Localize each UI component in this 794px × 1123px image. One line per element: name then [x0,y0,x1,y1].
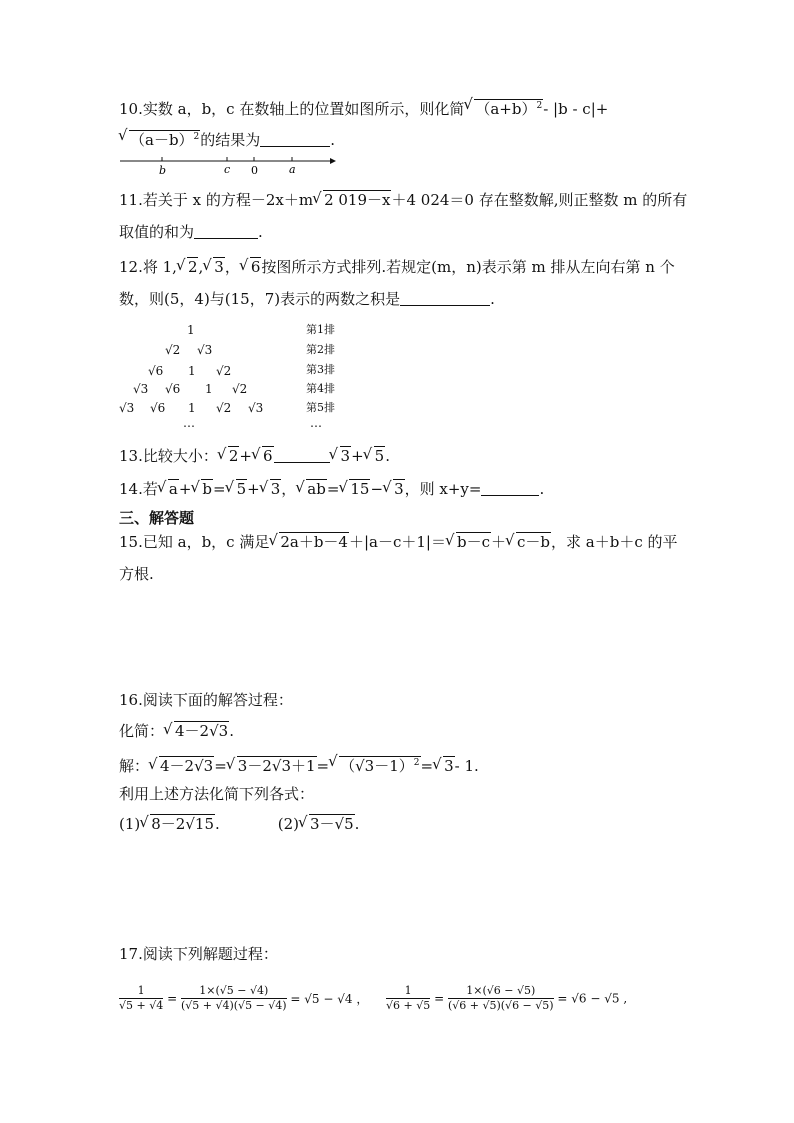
sqrt-expression: √ 2a＋b－4 [269,532,349,552]
row-label: 第1排 [306,323,335,336]
q15-line2: 方根. [119,565,154,583]
q10-stem: 10.实数 a，b，c 在数轴上的位置如图所示，则化简 [119,100,465,118]
q17-equations: $\frac{1}{√5 + √4}$ = $\frac{1\times(√5 - √4)}{(√5 + √4)(√5 - √4)}$ = √5 − √4 ， $\frac{1}{√6 + √5}$ = $\frac{1\times(√6 - √5)}{(√6 + √5)(√6 - √5)}$ = √6 − √5 , [119,984,628,1012]
fraction: $\frac{1\times(√6 - √5)}{(√6 + √5)(√6 - √5)}$ [447,984,554,1012]
label-c: c [224,163,231,176]
answer-blank[interactable] [194,224,258,239]
cell: √3 [119,401,135,415]
sqrt-expression: √ ab [296,479,327,499]
sqrt-expression: √ $(a+b)^2$ [464,96,543,119]
cell: √6 [165,382,181,396]
cell: √2 [232,382,248,396]
sqrt-expression: √ 4－2√3 [164,721,229,741]
sqrt-expression: √ 3－2√3＋1 [227,756,317,776]
number-line [118,152,338,178]
q16-solution: 解：√ 4－2√3=√ 3－2√3＋1=√ $(√3-1)^2=√$ 3- 1. [119,753,479,776]
cell: √2 [165,343,181,357]
sqrt-expression: √ 3 [383,479,405,499]
fraction: $\frac{1}{√5 + √4}$ [119,984,164,1012]
cell: √6 [150,401,166,415]
sqrt-expression: √ 3 [330,446,352,466]
sqrt-expression: √ 2 [177,257,199,277]
sqrt-expression: √ 8－2√15 [140,814,215,834]
row-label: 第5排 [306,401,335,414]
sqrt-expression: √ 5 [364,446,386,466]
cell: √6 [148,364,164,378]
label-0: 0 [251,164,258,177]
sqrt-expression: √ 3 [203,257,225,277]
cell: 1 [188,364,196,378]
sqrt-expression: √ 15 [339,479,370,499]
fraction: $\frac{1\times(√5 - √4)}{(√5 + √4)(√5 - √4)}$ [180,984,287,1012]
sqrt-expression: √ 2 019－x [313,190,391,210]
cell: … [183,416,195,430]
row-label: 第2排 [306,343,335,356]
q11-line2: 取值的和为 . [119,223,263,241]
sqrt-expression: √ $(a-b)^2$ [119,127,200,150]
label-a: a [289,163,296,176]
answer-blank[interactable] [481,481,539,496]
cell: √2 [216,364,232,378]
q11-line1: 11.若关于 x 的方程－2x＋m√ 2 019－x＋4 024＝0 存在整数解,则正整数 m 的所有 [119,190,687,210]
q16-title: 16.阅读下面的解答过程： [119,691,293,709]
q16-parts: (1)√ 8－2√15. (2)√ 3－√5. [119,814,359,834]
sqrt-expression: √ c－b [506,532,551,552]
cell: √3 [248,401,264,415]
cell: 1 [188,401,196,415]
axis-arrow [330,158,336,164]
cell: √3 [133,382,149,396]
answer-blank[interactable] [400,291,490,306]
section-heading: 三、解答题 [119,509,195,527]
sqrt-expression: √ b－c [446,532,491,552]
label-b: b [159,164,167,177]
sqrt-expression: √ 6 [240,257,262,277]
row-label: 第4排 [306,382,335,395]
q16-instruction: 利用上述方法化简下列各式： [119,785,315,803]
sqrt-expression: √ 3 [260,479,282,499]
fraction: $\frac{1}{√6 + √5}$ [386,984,431,1012]
sqrt-expression: √ 2 [218,446,240,466]
sqrt-expression: √ 3－√5 [299,814,355,834]
sqrt-expression: √ a [158,479,179,499]
sqrt-expression: √ 4－2√3 [149,756,214,776]
cell: 1 [187,323,195,337]
answer-blank[interactable] [274,448,330,463]
q15-line1: 15.已知 a，b，c 满足√ 2a＋b－4＋|a－c＋1|＝√ b－c＋√ c－b，求 a＋b＋c 的平 [119,532,678,552]
cell: 1 [205,382,213,396]
sqrt-expression: √ $(√3-1)^2$ [329,753,420,776]
q12-line1: 12.将 1,√ 2,√ 3，√ 6按图所示方式排列.若规定(m，n)表示第 m 排从左向右第 n 个 [119,257,675,277]
cell: … [310,416,322,430]
answer-blank[interactable] [260,132,330,147]
row-label: 第3排 [306,363,335,376]
cell: √3 [197,343,213,357]
sqrt-expression: √ b [191,479,213,499]
q14-line: 14.若√ a+√ b=√ 5+√ 3，√ ab=√ 15−√ 3，则 x+y= . [119,479,544,499]
q10-mid: - |b - c|+ [543,100,609,118]
cell: √2 [216,401,232,415]
sqrt-expression: √ 3 [433,756,455,776]
q10-line2: √ $(a-b)^2$的结果为 . [119,127,335,150]
q13-line: 13.比较大小：√ 2+√ 6√ 3+√ 5. [119,446,390,466]
q10-line1 [119,96,608,119]
sqrt-expression: √ 6 [252,446,274,466]
sqrt-expression: √ 5 [226,479,248,499]
q17-title: 17.阅读下列解题过程： [119,945,278,963]
q16-simplify: 化简：√ 4－2√3. [119,721,234,741]
q12-line2: 数，则(5，4)与(15，7)表示的两数之积是 . [119,290,495,308]
